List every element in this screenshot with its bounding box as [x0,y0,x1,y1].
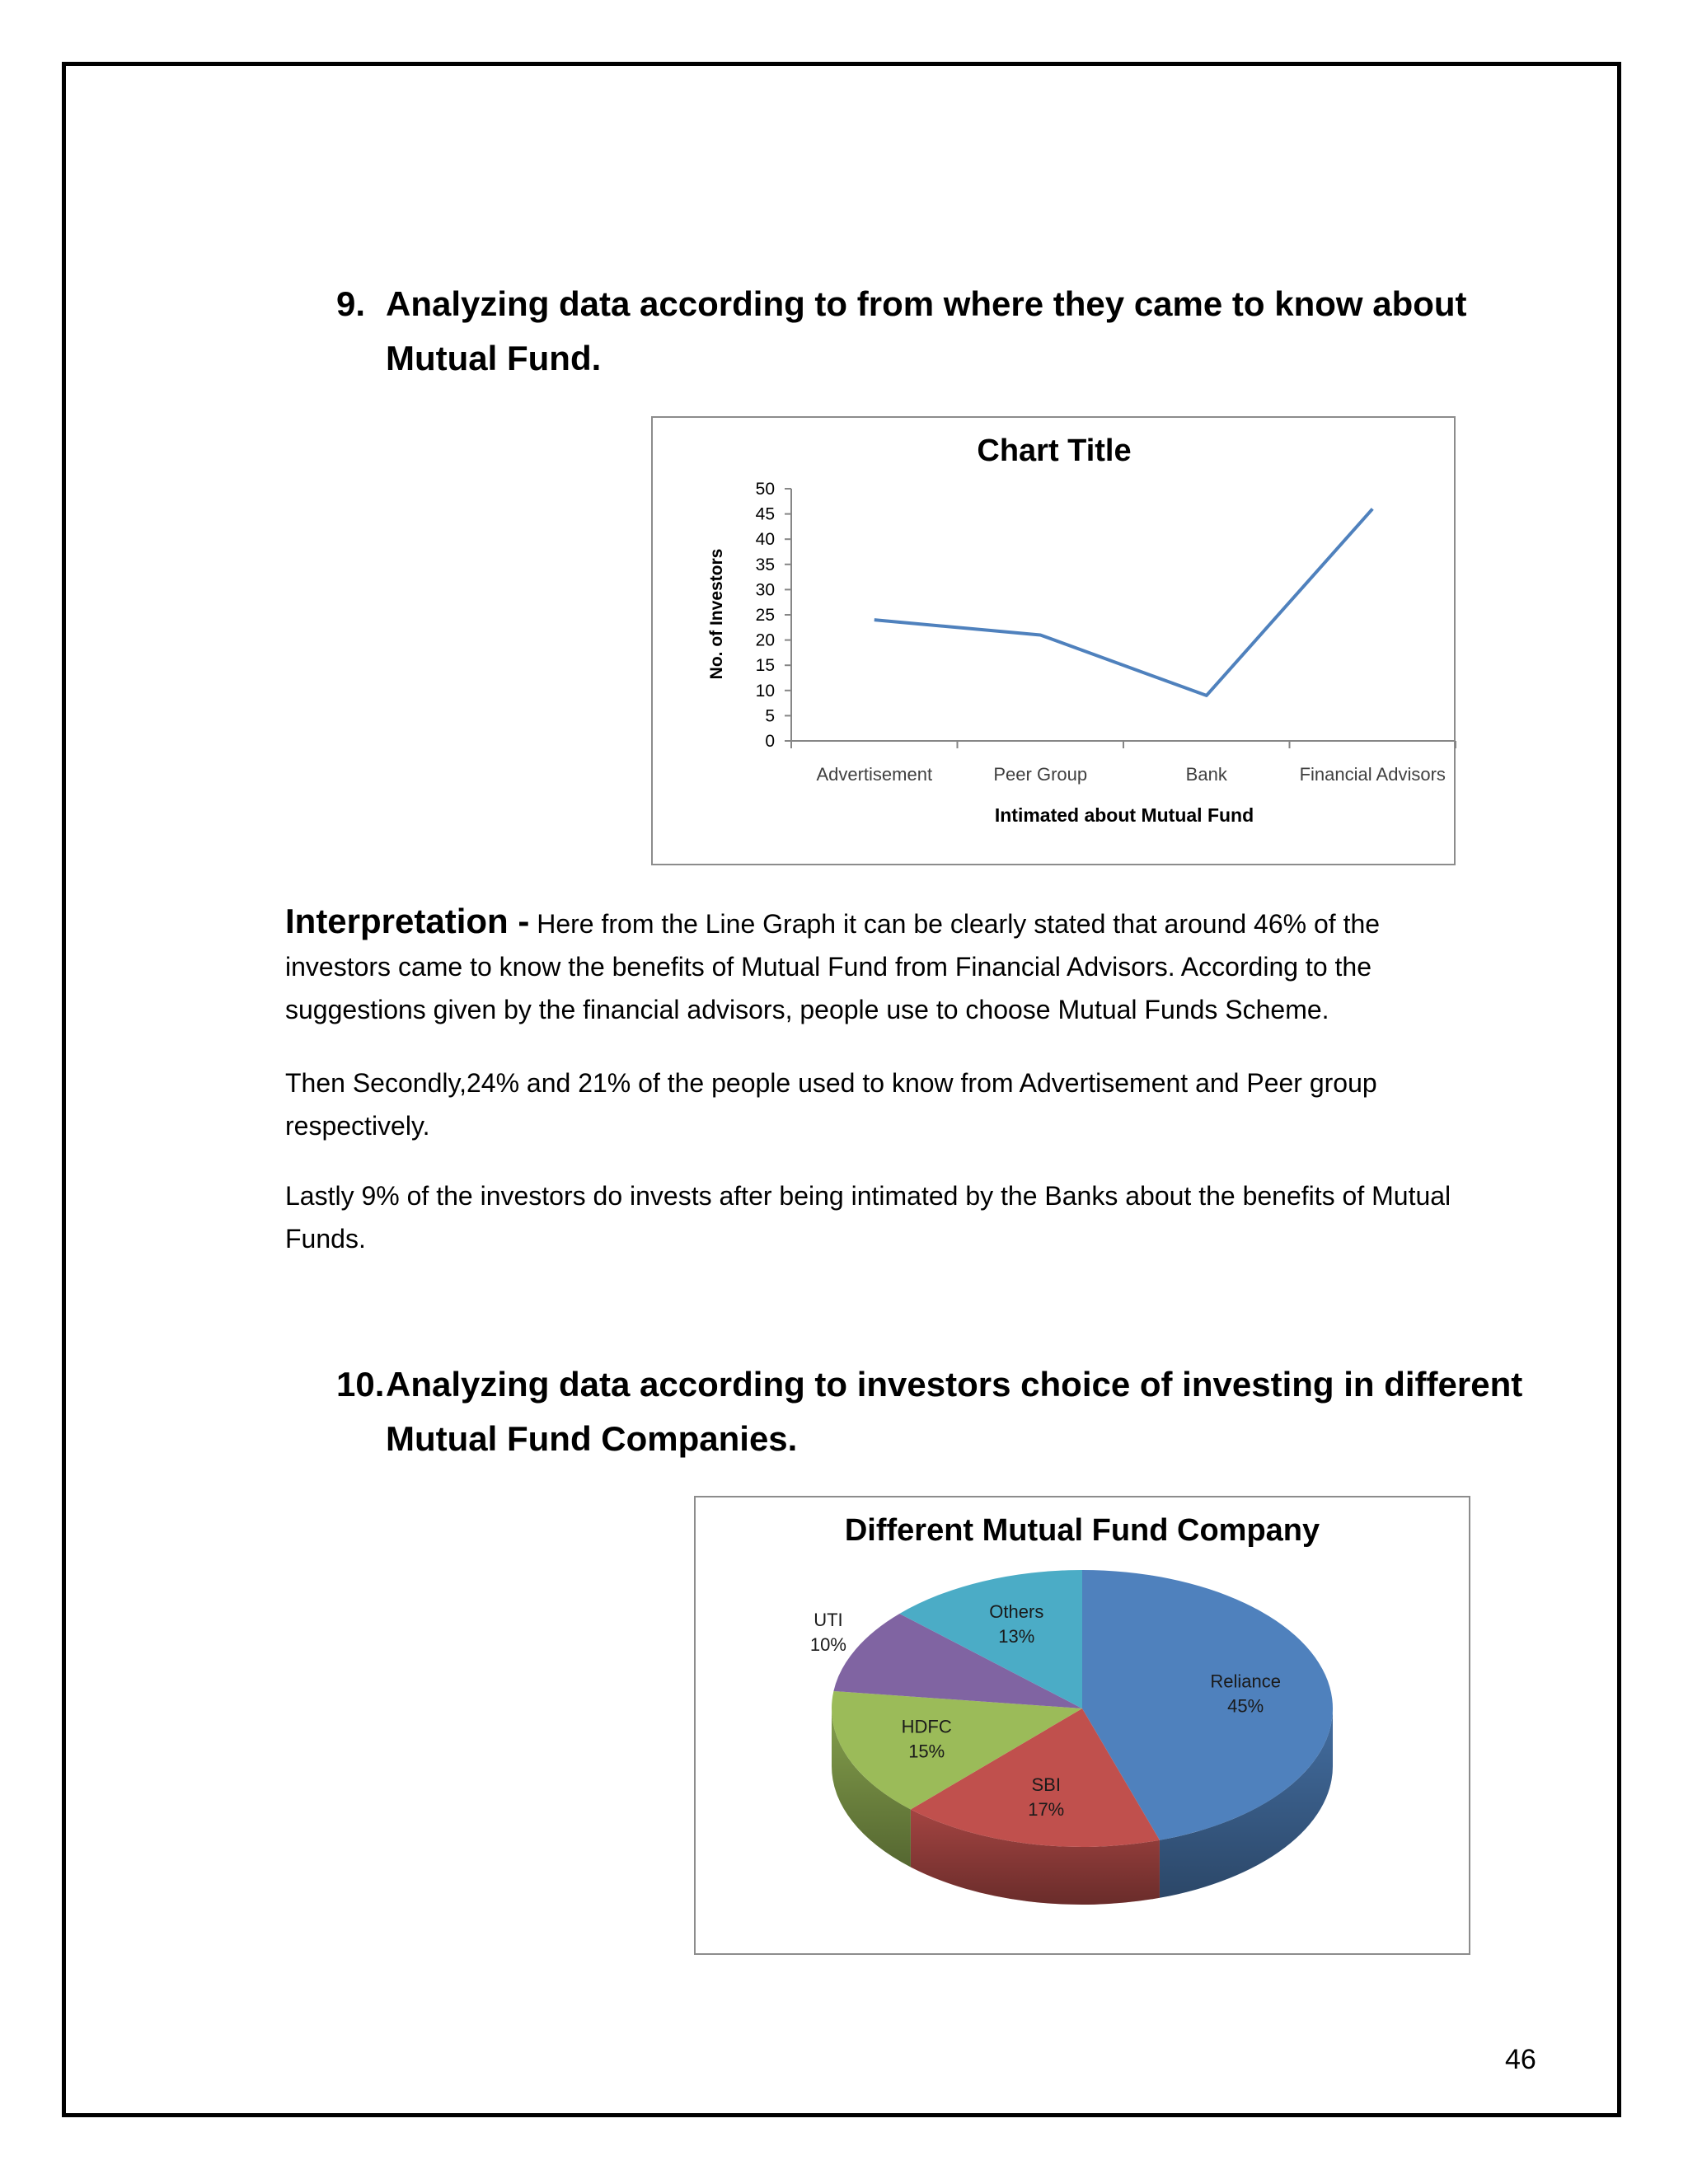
interpretation-label: Interpretation - [285,902,530,940]
x-tick-label: Bank [1185,764,1227,785]
y-tick-label: 35 [755,555,775,574]
section-9-title-line-2: Mutual Fund. [386,339,602,377]
y-tick-label: 20 [755,630,775,650]
interpretation-paragraph-1 [285,900,1472,1031]
pie-label-name: UTI [814,1609,843,1630]
x-tick-label: Financial Advisors [1299,764,1446,785]
y-tick-label: 45 [755,504,775,524]
line-chart-title: Chart Title [977,434,1132,468]
pie-label-value: 15% [908,1741,945,1762]
pie-label-name: SBI [1031,1774,1061,1796]
pie-chart-svg [696,1497,1472,1957]
x-tick-label: Peer Group [993,764,1088,785]
y-tick-label: 50 [755,480,775,499]
line-chart [651,416,1456,865]
section-10-number: 10. [336,1365,385,1404]
section-10-title-line-2: Mutual Fund Companies. [386,1419,798,1458]
page-number: 46 [1505,2044,1536,2075]
pie-label-name: Reliance [1210,1671,1281,1692]
pie-chart-title: Different Mutual Fund Company [844,1513,1320,1548]
y-tick-label: 30 [755,580,775,600]
line-chart-svg [653,418,1457,867]
y-tick-label: 25 [755,606,775,625]
interpretation-text-1: Here from the Line Graph it can be clearly stated that around 46% of the investors came to know the benefits of Mutual Fund from Financial Advisors. According to the suggestions given by the financial advisors, people use to choose Mutual Funds Scheme. [285,909,1381,1024]
section-10-title-line-1: Analyzing data according to investors choice of investing in different [386,1365,1523,1404]
y-tick-label: 15 [755,656,775,676]
section-9-number: 9. [336,284,366,323]
pie-label-name: HDFC [901,1716,952,1737]
y-tick-label: 5 [765,706,775,726]
series-line [874,509,1373,695]
line-chart-x-axis-label: Intimated about Mutual Fund [994,804,1254,826]
pie-label-value: 13% [998,1626,1035,1647]
x-tick-label: Advertisement [816,764,933,785]
section-9-title-line-1: Analyzing data according to from where they came to know about [386,284,1467,323]
y-tick-label: 0 [765,732,775,751]
y-tick-label: 40 [755,530,775,550]
section-10-heading [336,1357,1523,1466]
interpretation-paragraph-2: Then Secondly,24% and 21% of the people used to know from Advertisement and Peer group respectively. [285,1068,1377,1141]
pie-label-name: Others [989,1601,1044,1623]
pie-label-value: 10% [809,1633,846,1655]
y-tick-label: 10 [755,681,775,701]
pie-chart [694,1496,1470,1955]
pie-label-value: 17% [1028,1799,1065,1821]
section-9-heading [336,277,1507,386]
pie-label-value: 45% [1227,1695,1264,1717]
interpretation-paragraph-3: Lastly 9% of the investors do invests after being intimated by the Banks about the benefits of Mutual Funds. [285,1181,1451,1254]
line-chart-y-axis-label: No. of Investors [707,548,726,680]
